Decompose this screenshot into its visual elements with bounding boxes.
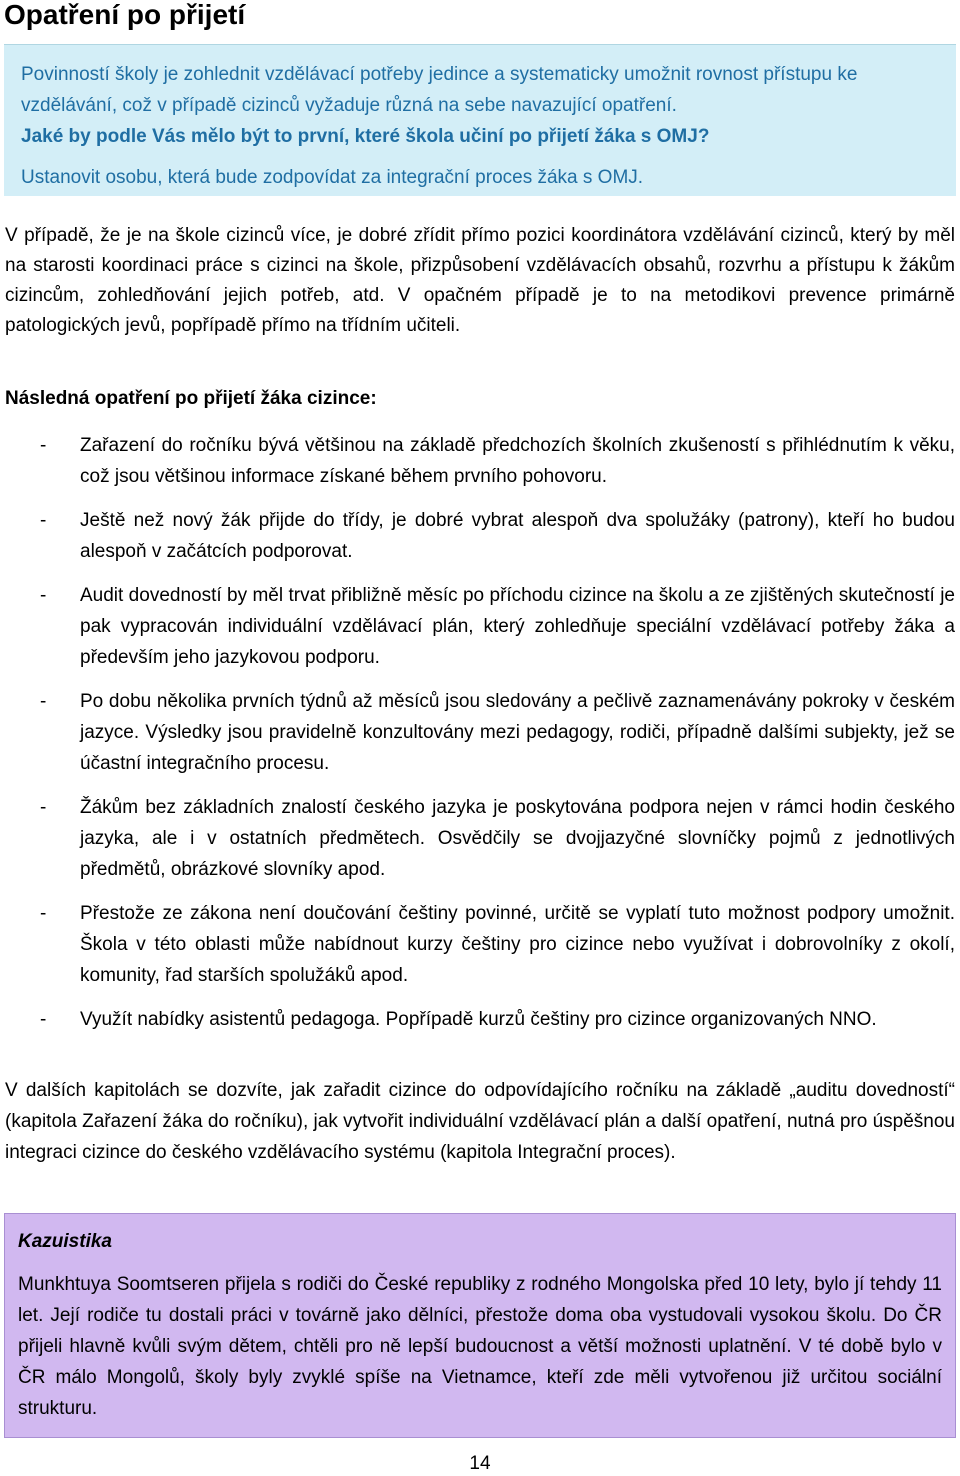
list-item	[0, 898, 955, 991]
page-number: 14	[469, 1453, 491, 1474]
bullet-dash: -	[40, 585, 47, 606]
list-item	[0, 430, 955, 492]
case-study-box	[4, 1213, 956, 1438]
intro-paragraph: V případě, že je na škole cizinců více, je dobré zřídit přímo pozici koordinátora vzdělávání cizinců, který by měl na starosti koordinaci práce s cizinci na škole, přizpůsobení vzdělávacích obsahů, rozvrhu a přístupu k žákům cizincům, zohledňování jejich potřeb, atd. V opačném případě je to na metodikovi prevence primárně patologických jevů, popřípadě přímo na třídním učiteli.	[5, 225, 955, 336]
bullet-dash: -	[40, 510, 47, 531]
page-title: Opatření po přijetí	[4, 0, 246, 30]
question-box-answer: Ustanovit osobu, která bude zodpovídat za integrační proces žáka s OMJ.	[21, 167, 644, 188]
list-item	[0, 792, 955, 885]
measures-list	[0, 430, 960, 1048]
question-box-intro: Povinností školy je zohlednit vzdělávací potřeby jedince a systematicky umožnit rovnost přístupu ke vzdělávání, což v případě cizinců vyžaduje různá na sebe navazující opatření.	[21, 64, 858, 116]
list-item	[0, 1004, 955, 1035]
bullet-dash: -	[40, 903, 47, 924]
list-item-text: Ještě než nový žák přijde do třídy, je dobré vybrat alespoň dva spolužáky (patrony), kteří ho budou alespoň v začátcích podporovat.	[80, 510, 955, 562]
bullet-dash: -	[40, 435, 47, 456]
bullet-dash: -	[40, 797, 47, 818]
list-item	[0, 686, 955, 779]
bullet-dash: -	[40, 1009, 47, 1030]
question-box	[4, 44, 956, 196]
list-item	[0, 505, 955, 567]
case-study-title: Kazuistika	[18, 1231, 112, 1252]
list-item	[0, 580, 955, 673]
case-study-text: Munkhtuya Soomtseren přijela s rodiči do České republiky z rodného Mongolska před 10 lety, bylo jí tehdy 11 let. Její rodiče tu dostali práci v továrně jako dělníci, přestože doma oba vystudovali vysokou školu. Do ČR přijeli hlavně kvůli svým dětem, chtěli pro ně lepší budoucnost a větší možnosti uplatnění. V té době bylo v ČR málo Mongolů, školy byly zvyklé spíše na Vietnamce, kteří zde měli vytvořenou již určitou sociální strukturu.	[18, 1274, 942, 1419]
list-item-text: Audit dovedností by měl trvat přibližně měsíc po příchodu cizince na školu a ze zjištěných skutečností je pak vypracován individuální vzdělávací plán, který zohledňuje speciální vzdělávací potřeby žáka a především jeho jazykovou podporu.	[80, 585, 955, 668]
list-heading: Následná opatření po přijetí žáka cizince:	[5, 388, 377, 409]
list-item-text: Po dobu několika prvních týdnů až měsíců jsou sledovány a pečlivě zaznamenávány pokroky v českém jazyce. Výsledky jsou pravidelně konzultovány mezi pedagogy, rodiči, případně dalšími subjekty, jež se účastní integračního procesu.	[80, 691, 955, 774]
list-item-text: Přestože ze zákona není doučování češtiny povinné, určitě se vyplatí tuto možnost podpory umožnit. Škola v této oblasti může nabídnout kurzy češtiny pro cizince nebo využívat i dobrovolníky z okolí, komunity, řad starších spolužáků apod.	[80, 903, 955, 986]
question-box-question: Jaké by podle Vás mělo být to první, které škola učiní po přijetí žáka s OMJ?	[21, 126, 710, 147]
bullet-dash: -	[40, 691, 47, 712]
list-item-text: Využít nabídky asistentů pedagoga. Popřípadě kurzů češtiny pro cizince organizovaných NNO.	[80, 1009, 877, 1030]
outro-paragraph: V dalších kapitolách se dozvíte, jak zařadit cizince do odpovídajícího ročníku na základě „auditu dovedností“ (kapitola Zařazení žáka do ročníku), jak vytvořit individuální vzdělávací plán a další opatření, nutná pro úspěšnou integraci cizince do českého vzdělávacího systému (kapitola Integrační proces).	[5, 1080, 955, 1163]
list-item-text: Žákům bez základních znalostí českého jazyka je poskytována podpora nejen v rámci hodin českého jazyka, ale i v ostatních předmětech. Osvědčily se dvojjazyčné slovníčky pojmů z jednotlivých předmětů, obrázkové slovníky apod.	[80, 797, 955, 880]
list-item-text: Zařazení do ročníku bývá většinou na základě předchozích školních zkušeností s přihlédnutím k věku, což jsou většinou informace získané během prvního pohovoru.	[80, 435, 955, 487]
